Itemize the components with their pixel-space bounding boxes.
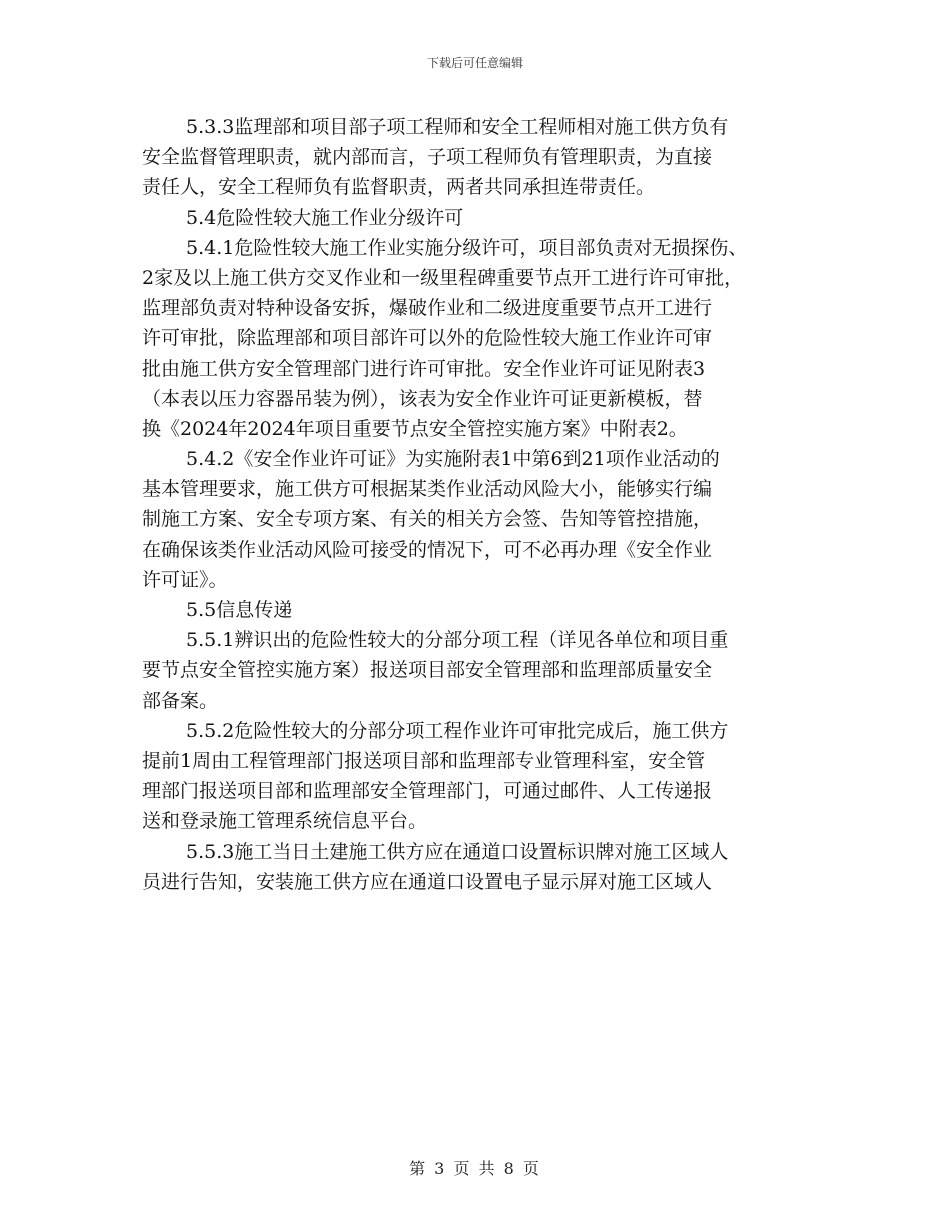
text-line: 送和登录施工管理系统信息平台。 xyxy=(142,810,428,833)
text-line: 批由施工供方安全管理部门进行许可审批。安全作业许可证见附表3 xyxy=(142,357,706,380)
text-line: 5.5.3施工当日土建施工供方应在通道口设置标识牌对施工区域人 xyxy=(186,840,729,863)
text-line: 5.4.2《安全作业许可证》为实施附表1中第6到21项作业活动的 xyxy=(186,448,720,471)
text-line: 部备案。 xyxy=(142,689,219,712)
text-line: 换《2024年2024年项目重要节点安全管控实施方案》中附表2。 xyxy=(142,417,688,440)
text-line: （本表以压力容器吊装为例），该表为安全作业许可证更新模板，替 xyxy=(142,387,703,410)
text-line: 制施工方案、安全专项方案、有关的相关方会签、告知等管控措施， xyxy=(142,508,713,531)
text-line: 监理部负责对特种设备安拆，爆破作业和二级进度重要节点开工进行 xyxy=(142,297,713,320)
text-line: 许可审批，除监理部和项目部许可以外的危险性较大施工作业许可审 xyxy=(142,327,713,350)
text-line: 2家及以上施工供方交叉作业和一级里程碑重要节点开工进行许可审批， xyxy=(142,266,744,289)
document-body xyxy=(142,112,822,897)
text-line: 5.4.1危险性较大施工作业实施分级许可，项目部负责对无损探伤、 xyxy=(186,236,748,259)
text-line: 5.3.3监理部和项目部子项工程师和安全工程师相对施工供方负有 xyxy=(186,116,729,138)
text-line: 理部门报送项目部和监理部安全管理部门，可通过邮件、人工传递报 xyxy=(142,780,713,803)
text-line: 员进行告知，安装施工供方应在通道口设置电子显示屏对施工区域人 xyxy=(142,870,713,893)
text-line: 要节点安全管控实施方案）报送项目部安全管理部和监理部质量安全 xyxy=(142,659,713,682)
page-header: 下载后可任意编辑 xyxy=(426,56,523,70)
page-footer: 第 3 页 共 8 页 xyxy=(409,1159,541,1178)
text-line: 5.5.1辨识出的危险性较大的分部分项工程（详见各单位和项目重 xyxy=(186,629,729,652)
text-line: 提前1周由工程管理部门报送项目部和监理部专业管理科室，安全管 xyxy=(142,749,706,772)
text-line: 责任人，安全工程师负有监督职责，两者共同承担连带责任。 xyxy=(142,176,656,199)
text-line: 5.4危险性较大施工作业分级许可 xyxy=(186,206,464,229)
text-line: 5.5信息传递 xyxy=(186,599,293,621)
text-line: 5.5.2危险性较大的分部分项工程作业许可审批完成后，施工供方 xyxy=(186,719,729,742)
text-line: 许可证》。 xyxy=(142,568,228,591)
text-line: 安全监督管理职责，就内部而言，子项工程师负有管理职责，为直接 xyxy=(142,146,713,169)
text-line: 在确保该类作业活动风险可接受的情况下，可不必再办理《安全作业 xyxy=(142,538,713,561)
text-line: 基本管理要求，施工供方可根据某类作业活动风险大小，能够实行编 xyxy=(142,478,713,501)
